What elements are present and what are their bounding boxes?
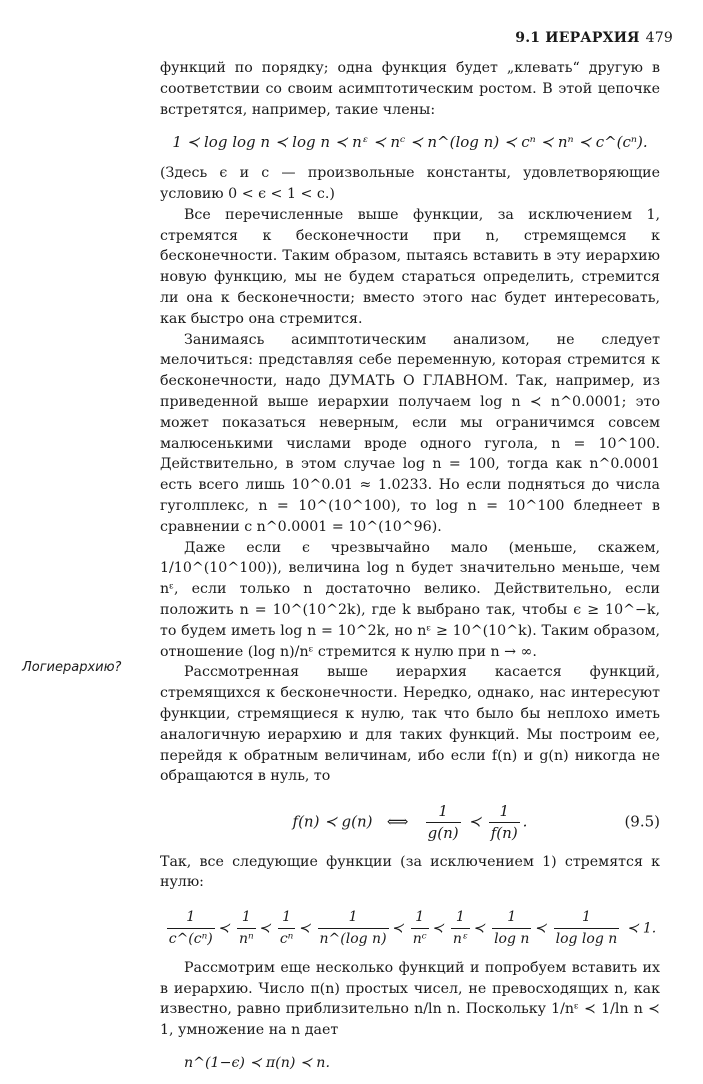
main-text-column: [160, 58, 660, 1084]
paragraph-3: Все перечисленные выше функции, за исключением 1, стремятся к бесконечности при n, стремящемся к бесконечности. Таким образом, пытаясь вставить в эту иерархию новую функцию, мы не будем стараться определить, стремится ли она к бесконечности; вместо этого нас будет интересовать, как быстро она стремится.: [160, 206, 660, 327]
eq-left: f(n) ≺ g(n): [292, 812, 373, 831]
eq-iff: ⟺: [386, 812, 409, 831]
eq3-tail: ≺ 1.: [626, 920, 657, 937]
recip-frac-6: $\frac{1}{\text{nᵋ}}$: [452, 909, 468, 948]
paragraph-6: Рассмотренная выше иерархия касается функций, стремящихся к бесконечности. Нередко, однако, нас интересуют функции, стремящиеся к нулю, так что было бы неплохо иметь аналогичную иерархию и для таких функций. Мы построим ее, перейдя к обратным величинам, ибо если f(n) и g(n) никогда не обращаются в нуль, то: [160, 664, 660, 785]
margin-note: Логиерархию?: [22, 660, 122, 675]
equation-9-5: f(n) ≺ g(n) ⟺ $\frac{1}{g(n)}$ ≺ $\frac{1}{f(n)}$ . (9.5): [292, 802, 660, 842]
equation-reciprocal-hierarchy: $\frac{1}{\text{c\textasciicircum{}(cⁿ)}}$ ≺ $\frac{1}{\text{nⁿ}}$ ≺ $\frac{1}{\text{cⁿ}}$ ≺ $\frac{1}{\text{n\textasciicircum{}(log n)}}$ ≺ $\frac{1}{\text{nᶜ}}$ ≺ $\frac{1}{\text{nᵋ}}$ ≺ $\frac{1}{\text{log n}}$ ≺ $\frac{1}{\text{log log n}}$ ≺ 1.: [160, 907, 660, 950]
running-header: [515, 30, 673, 46]
recip-frac-7: $\frac{1}{\text{log n}}$: [494, 909, 530, 948]
paragraph-1: функций по порядку; одна функция будет „клевать“ другую в соответствии со своим асимптотическим ростом. В этой цепочке встретятся, например, такие члены:: [160, 60, 660, 118]
equation-number: (9.5): [624, 812, 660, 831]
recip-frac-5: $\frac{1}{\text{nᶜ}}$: [412, 909, 427, 948]
paragraph-8: Рассмотрим еще несколько функций и попробуем вставить их в иерархию. Число π(n) простых чисел, не превосходящих n, как известно, равно приблизительно n/ln n. Поскольку 1/nᵋ ≺ 1/ln n ≺ 1, умножение на n дает: [160, 959, 660, 1039]
section-title: 9.1 ИЕРАРХИЯ: [515, 30, 640, 46]
equation-pi: n^(1−ϵ) ≺ π(n) ≺ n.: [184, 1055, 330, 1072]
equation-hierarchy: 1 ≺ log log n ≺ log n ≺ nᵋ ≺ nᶜ ≺ n^(log n) ≺ cⁿ ≺ nⁿ ≺ c^(cⁿ).: [172, 133, 648, 152]
page-number: 479: [645, 30, 673, 46]
recip-frac-3: $\frac{1}{\text{cⁿ}}$: [279, 909, 294, 948]
recip-frac-2: $\frac{1}{\text{nⁿ}}$: [238, 909, 254, 948]
paragraph-5: Даже если ϵ чрезвычайно мало (меньше, скажем, 1/10^(10^100)), величина log n будет значительно меньше, чем nᵋ, если только n достаточно велико. Действительно, если положить n = 10^(10^2k), где k выбрано так, чтобы ϵ ≥ 10^−k, то будем иметь log n = 10^2k, но nᵋ ≥ 10^(10^k). Таким образом, отношение (log n)/nᵋ стремится к нулю при n → ∞.: [160, 539, 660, 660]
recip-frac-8: $\frac{1}{\text{log log n}}$: [555, 909, 618, 948]
paragraph-4: Занимаясь асимптотическим анализом, не следует мелочиться: представляя себе переменную, которая стремится к бесконечности, надо ДУМАТЬ О ГЛАВНОМ. Так, например, из приведенной выше иерархии получаем log n ≺ n^0.0001; это может показаться неверным, если мы ограничимся совсем малюсенькими числами вроде одного гугола, n = 10^100. Действительно, в этом случае log n = 100, тогда как n^0.0001 есть всего лишь 10^0.01 ≈ 1.0233. Но если подняться до числа гуголплекс, n = 10^(10^100), то log n = 10^100 бледнеет в сравнении с n^0.0001 = 10^(10^96).: [160, 331, 660, 535]
recip-frac-1: $\frac{1}{\text{c\textasciicircum{}(cⁿ)}}$: [168, 909, 213, 948]
fraction-1: $\frac{1}{g(n)}$: [427, 802, 459, 842]
recip-frac-4: $\frac{1}{\text{n\textasciicircum{}(log n)}}$: [319, 909, 387, 948]
fraction-2: $\frac{1}{f(n)}$: [490, 802, 518, 842]
paragraph-2: (Здесь ϵ и c — произвольные константы, удовлетворяющие условию 0 < ϵ < 1 < c.): [160, 165, 660, 202]
paragraph-7: Так, все следующие функции (за исключением 1) стремятся к нулю:: [160, 853, 660, 891]
